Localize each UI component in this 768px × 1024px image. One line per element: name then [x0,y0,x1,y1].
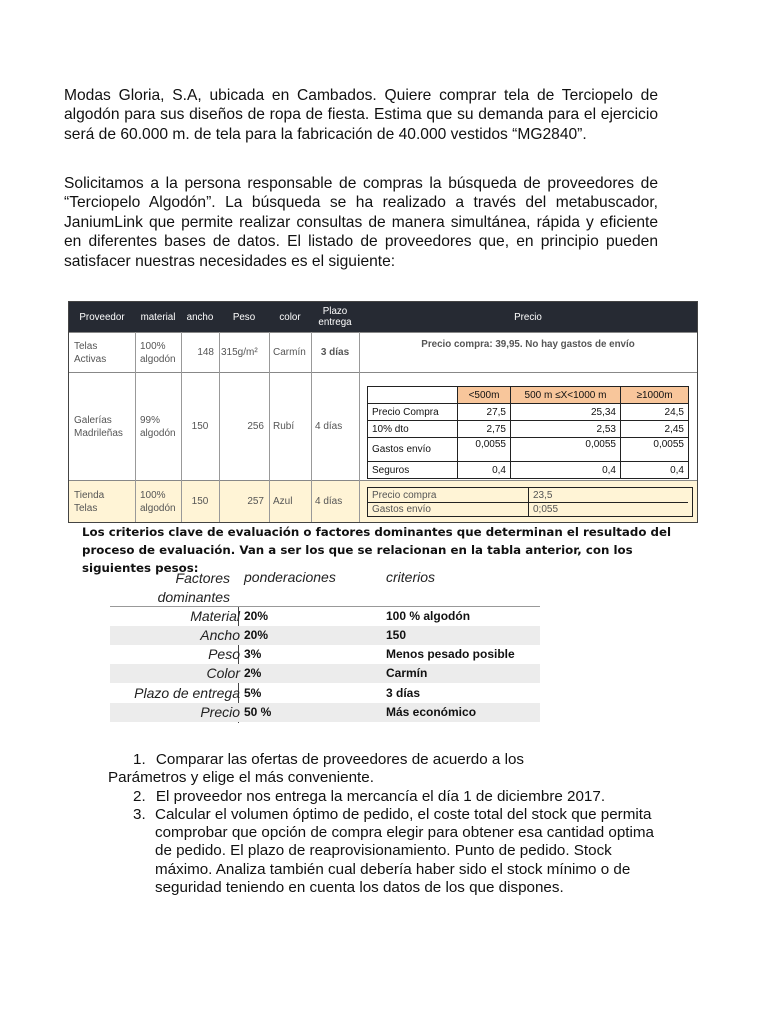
factor-pond: 50 % [244,705,272,719]
header-factores: Factores dominantes [157,570,230,605]
table-row [69,332,697,372]
cell-peso: 256 [247,421,264,432]
factor-row [110,607,540,626]
factor-crit: 150 [386,628,407,642]
cell-color: Carmín [273,347,306,358]
price-grid-corner [368,387,457,403]
price-row-label: Precio compra [372,489,437,501]
factor-pond: 2% [244,666,262,680]
cell-ancho: 150 [191,421,209,432]
price-value: 0,0055 [620,438,688,461]
price-row-label: 10% dto [372,423,409,435]
list-number: 2. [133,788,146,805]
cell-peso: 257 [247,496,264,507]
price-header-500-1000: 500 m ≤X<1000 m [510,387,620,403]
cell-material: 100% algodón [140,489,176,514]
factor-pond: 20% [244,628,269,642]
price-value: 2,75 [457,421,510,437]
table-row [69,372,697,480]
price-value: 0,4 [620,462,688,478]
list-text: Calcular el volumen óptimo de pedido, el coste total del stock que permita comprobar que opción de compra elegir para obtener esa cantidad optima de pedido. El plazo de reaprovisionamiento. Punto de pedido. Stock máximo. Analiza también cual debería haber sido el stock mínimo o de seguridad teniendo en cuenta los datos de los que dispones. [155,806,654,896]
price-row-label: Seguros [372,464,410,476]
factor-crit: 3 días [386,686,421,700]
cell-plazo: 4 días [315,496,343,507]
factor-row [110,703,540,722]
price-value: 0,0055 [457,438,510,461]
cell-plazo: 4 días [315,421,343,432]
header-ponderaciones: ponderaciones [244,569,336,585]
price-grid-row [368,420,688,437]
cell-color: Rubí [273,421,295,432]
factor-crit: 100 % algodón [386,609,471,623]
price-header-lt500: <500m [457,387,510,403]
cell-proveedor: Telas Activas [74,340,107,365]
price-value: 24,5 [620,404,688,420]
cell-proveedor: Galerías Madrileñas [74,414,123,439]
factor-name: Precio [200,704,240,720]
factor-name: Peso [208,646,240,662]
list-number: 1. [133,751,146,768]
factor-pond: 20% [244,609,269,623]
header-ancho: ancho [186,311,214,323]
price-header-gte1000: ≥1000m [620,387,688,403]
price-value: 23,5 [528,488,692,502]
list-item-continuation: Parámetros y elige el más conveniente. [108,769,374,786]
factor-pond: 3% [244,647,262,661]
cell-plazo: 3 días [320,347,350,358]
price-grid-row [368,488,688,502]
price-grid [367,386,689,479]
suppliers-table [68,301,698,523]
factor-row [110,626,540,645]
price-value: 2,53 [510,421,620,437]
price-row-label: Gastos envío [372,504,431,515]
table-header [69,302,697,332]
cell-precio: Precio compra: 39,95. No hay gastos de envío [421,339,635,350]
header-material: material [140,311,176,323]
list-item [133,751,673,769]
intro-paragraph-1: Modas Gloria, S.A, ubicada en Cambados. Quiere comprar tela de Terciopelo de algodón para sus diseños de ropa de fiesta. Estima que su demanda para el ejercicio será de 60.000 m. de tela para la fabricación de 40.000 vestidos “MG2840”. [64,87,658,143]
price-row-label: Precio Compra [372,406,439,418]
criteria-text: Los criterios clave de evaluación o factores dominantes que determinan el resultado del proceso de evaluación. Van a ser los que se relacionan en la tabla anterior, con los siguientes pesos: [82,525,672,575]
price-grid-row [368,502,688,516]
factor-crit: Carmín [386,666,428,680]
header-proveedor: Proveedor [79,311,125,323]
cell-ancho: 148 [197,347,214,358]
price-grid-tienda [367,487,693,517]
header-precio: Precio [514,311,542,323]
header-criterios: criterios [386,569,436,585]
factor-name: Color [206,665,240,681]
list-item [133,806,673,897]
price-grid-row [368,403,688,420]
cell-material: 100% algodón [140,340,176,365]
list-text: El proveedor nos entrega la mercancía el día 1 de diciembre 2017. [155,788,606,805]
header-peso: Peso [232,311,256,323]
factor-crit: Menos pesado posible [386,647,515,661]
price-grid-row [368,461,688,478]
cell-color: Azul [273,496,293,507]
cell-peso: 315g/m² [221,347,258,358]
table-row [69,480,697,522]
price-value: 2,45 [620,421,688,437]
price-value: 0,4 [510,462,620,478]
price-value: 0,4 [457,462,510,478]
header-plazo: Plazo entrega [318,306,352,328]
price-value: 27,5 [457,404,510,420]
price-value: 25,34 [510,404,620,420]
factor-name: Ancho [200,627,240,643]
cell-material: 99% algodón [140,414,176,439]
price-row-label: Gastos envío [372,444,431,455]
factor-crit: Más económico [386,705,477,719]
factor-row [110,664,540,683]
price-value: 0;055 [528,503,692,516]
cell-ancho: 150 [191,496,209,507]
list-text: Comparar las ofertas de proveedores de acuerdo a los [155,751,524,768]
factor-pond: 5% [244,686,262,700]
price-value: 0,0055 [510,438,620,461]
cell-proveedor: Tienda Telas [74,489,105,514]
price-grid-row [368,437,688,461]
factor-row [110,645,540,664]
price-grid-header [368,387,688,403]
list-item [133,788,673,806]
list-number: 3. [133,806,146,823]
header-color: color [279,311,301,323]
intro-paragraph-2: Solicitamos a la persona responsable de compras la búsqueda de proveedores de “Terciopelo Algodón”. La búsqueda se ha realizado a través del metabuscador, JaniumLink que permite realizar consultas de manera simultánea, rápida y eficiente en diferentes bases de datos. El listado de proveedores que, en principio pueden satisfacer nuestras necesidades es el siguiente: [64,175,658,270]
factor-name: Plazo de entrega [134,685,240,701]
factor-name: Material [190,608,240,624]
factor-row [110,684,540,703]
